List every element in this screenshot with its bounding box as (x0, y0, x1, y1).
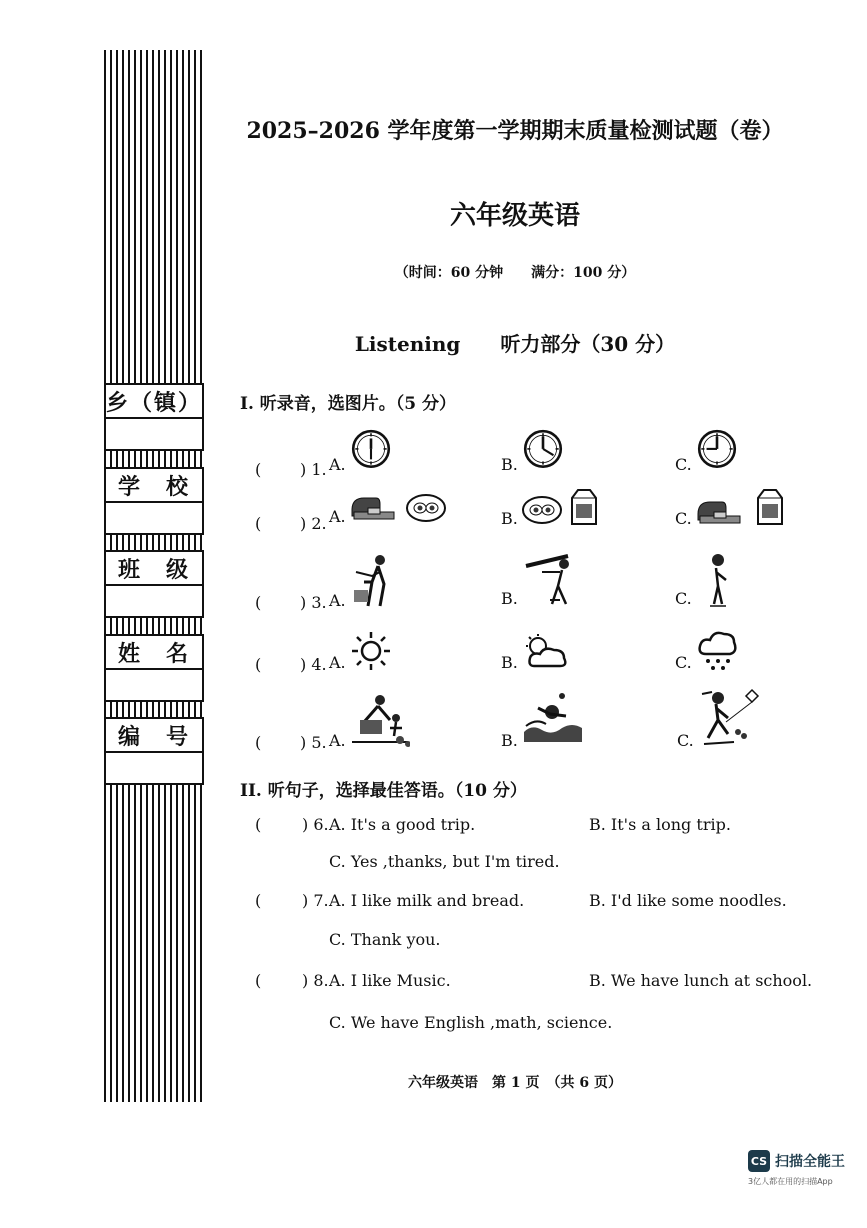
answer-paren[interactable]: ( (255, 460, 262, 479)
field-blank[interactable] (106, 753, 202, 783)
field-label: 编 号 (106, 719, 202, 753)
field-blank[interactable] (106, 419, 202, 449)
option-3c[interactable]: C. (675, 552, 736, 608)
option-4b[interactable]: B. (501, 632, 570, 672)
exam-title: 2025–2026 学年度第一学期期末质量检测试题（卷） (246, 118, 784, 144)
exam-info: （时间：60 分钟 满分：100 分） (394, 265, 636, 281)
sun-icon (350, 630, 392, 672)
watermark-subtitle: 3亿人都在用的扫描App (748, 1177, 833, 1186)
clock-icon (350, 428, 392, 474)
option-7b[interactable]: B. I'd like some noodles. (589, 891, 787, 910)
field-label: 乡（镇） (106, 385, 202, 419)
option-5b[interactable]: B. (501, 692, 584, 750)
option-4c[interactable]: C. (675, 628, 740, 672)
field-label: 学 校 (106, 469, 202, 503)
question-number: ) 1. (300, 460, 327, 479)
snow-cloud-icon (696, 628, 740, 672)
scanner-watermark (748, 1150, 845, 1172)
children-playing-icon (350, 692, 410, 750)
cs-logo-icon: CS (748, 1150, 770, 1172)
page-footer: 六年级英语 第 1 页 （共 6 页） (408, 1075, 622, 1091)
field-blank[interactable] (106, 503, 202, 533)
field-township (104, 383, 204, 451)
option-6c[interactable]: C. Yes ,thanks, but I'm tired. (329, 852, 560, 871)
field-blank[interactable] (106, 586, 202, 616)
option-8a[interactable]: A. I like Music. (329, 971, 451, 990)
question-number: ) 3. (300, 593, 327, 612)
option-8c[interactable]: C. We have English ,math, science. (329, 1013, 613, 1032)
option-5a[interactable]: A. (329, 692, 410, 750)
option-3b[interactable]: B. (501, 552, 580, 608)
question-number: ) 7. (302, 891, 329, 910)
bread-eggs-icon (350, 490, 450, 526)
field-class (104, 550, 204, 618)
watermark-name: 扫描全能王 (775, 1154, 845, 1170)
question-number: ) 6. (302, 815, 329, 834)
clock-icon (696, 428, 738, 474)
person-activity-icon (522, 552, 580, 608)
subject-title: 六年级英语 (449, 201, 580, 231)
field-number (104, 717, 204, 785)
option-1c[interactable]: C. (675, 428, 738, 474)
field-name (104, 634, 204, 702)
kite-flying-icon (698, 688, 762, 750)
option-2a[interactable]: A. (329, 490, 450, 526)
eggs-milk-icon (522, 488, 606, 528)
question-number: ) 4. (300, 655, 327, 674)
answer-paren[interactable]: ( (255, 593, 262, 612)
field-school (104, 467, 204, 535)
answer-paren[interactable]: ( (255, 891, 262, 910)
option-3a[interactable]: A. (329, 552, 398, 610)
question-number: ) 5. (300, 733, 327, 752)
section-1-heading: I. 听录音，选图片。（5 分） (240, 394, 457, 414)
option-6a[interactable]: A. It's a good trip. (329, 815, 476, 834)
section-2-heading: II. 听句子，选择最佳答语。（10 分） (240, 781, 527, 801)
field-label: 班 级 (106, 552, 202, 586)
bread-milk-icon (696, 488, 790, 528)
answer-paren[interactable]: ( (255, 815, 262, 834)
option-6b[interactable]: B. It's a long trip. (589, 815, 731, 834)
person-activity-icon (350, 552, 398, 610)
answer-paren[interactable]: ( (255, 655, 262, 674)
field-label: 姓 名 (106, 636, 202, 670)
option-2b[interactable]: B. (501, 488, 606, 528)
option-7c[interactable]: C. Thank you. (329, 930, 441, 949)
part-title: Listening 听力部分（30 分） (354, 332, 676, 356)
person-standing-icon (696, 552, 736, 608)
clock-icon (522, 428, 564, 474)
cloudy-icon (522, 632, 570, 672)
swimming-icon (522, 692, 584, 750)
option-5c[interactable]: C. (677, 688, 762, 750)
answer-paren[interactable]: ( (255, 971, 262, 990)
option-2c[interactable]: C. (675, 488, 790, 528)
question-number: ) 2. (300, 514, 327, 533)
option-1a[interactable]: A. (329, 428, 392, 474)
answer-paren[interactable]: ( (255, 514, 262, 533)
field-blank[interactable] (106, 670, 202, 700)
option-8b[interactable]: B. We have lunch at school. (589, 971, 813, 990)
option-1b[interactable]: B. (501, 428, 564, 474)
option-7a[interactable]: A. I like milk and bread. (329, 891, 525, 910)
option-4a[interactable]: A. (329, 630, 392, 672)
question-number: ) 8. (302, 971, 329, 990)
answer-paren[interactable]: ( (255, 733, 262, 752)
